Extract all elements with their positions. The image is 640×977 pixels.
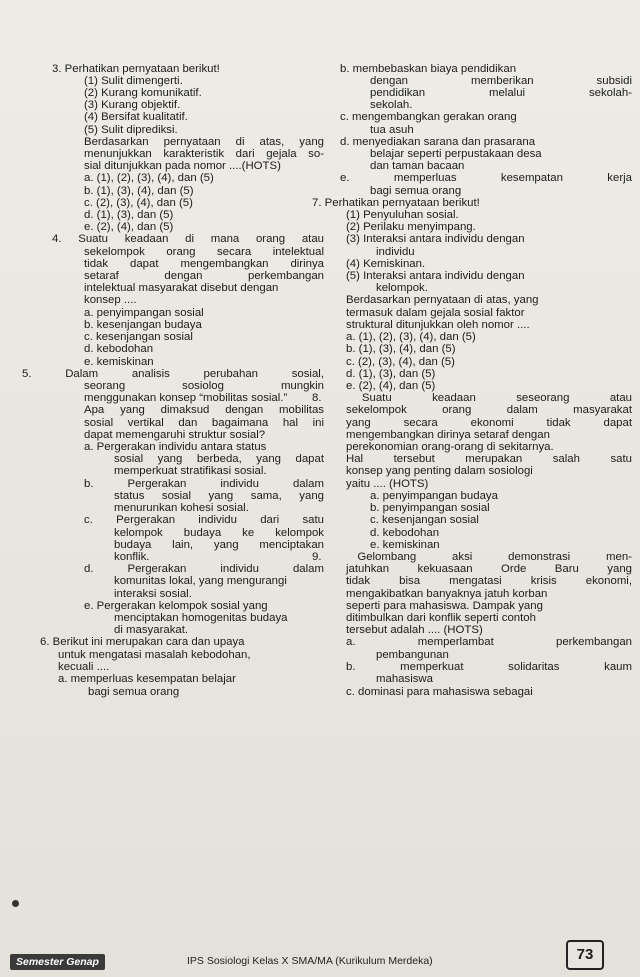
left-column-line: Apa yang dimaksud dengan mobilitas [84, 404, 324, 416]
right-column-line: d. (1), (3), dan (5) [346, 368, 436, 380]
right-column-line: (5) Interaksi antara individu dengan [346, 270, 525, 282]
left-column-line: 5. Dalam analisis perubahan sosial, [22, 368, 324, 380]
right-column-line: belajar seperti perpustakaan desa [370, 148, 542, 160]
right-column-line: pendidikan melalui sekolah- [370, 87, 632, 99]
left-column-line: memperkuat stratifikasi sosial. [114, 465, 267, 477]
right-column-line: c. (2), (3), (4), dan (5) [346, 356, 455, 368]
left-column-line: 6. Berikut ini merupakan cara dan upaya [40, 636, 245, 648]
left-column-line: d. Pergerakan individu dalam [84, 563, 324, 575]
left-column-line: konsep .... [84, 294, 137, 306]
right-column-line: tidak bisa mengatasi krisis ekonomi, [346, 575, 632, 587]
left-column-line: sosial yang berbeda, yang dapat [114, 453, 324, 465]
left-column-line: dapat memengaruhi struktur sosial? [84, 429, 266, 441]
left-column-line: menggunakan konsep “mobilitas sosial.” [84, 392, 288, 404]
right-column-line: b. memperkuat solidaritas kaum [346, 661, 632, 673]
left-column-line: status sosial yang sama, yang [114, 490, 324, 502]
left-column-line: konflik. [114, 551, 150, 563]
right-column-line: struktural ditunjukkan oleh nomor .... [346, 319, 530, 331]
right-column-line: konsep yang penting dalam sosiologi [346, 465, 533, 477]
left-column-line: d. (1), (3), dan (5) [84, 209, 174, 221]
right-column-line: dan taman bacaan [370, 160, 465, 172]
right-column-line: mengembangkan dirinya setaraf dengan [346, 429, 550, 441]
left-column-line: b. (1), (3), (4), dan (5) [84, 185, 194, 197]
right-column-line: c. mengembangkan gerakan orang [340, 111, 517, 123]
right-column-line: c. kesenjangan sosial [370, 514, 479, 526]
page-number: 73 [566, 940, 604, 970]
left-column-line: intelektual masyarakat disebut dengan [84, 282, 279, 294]
semester-badge: Semester Genap [10, 954, 105, 970]
left-column-line: 4. Suatu keadaan di mana orang atau [52, 233, 324, 245]
left-column-line: sial ditunjukkan pada nomor ....(HOTS) [84, 160, 281, 172]
right-column-line: e. memperluas kesempatan kerja [340, 172, 632, 184]
left-column-line: bagi semua orang [88, 686, 180, 698]
left-column-line: untuk mengatasi masalah kebodohan, [58, 649, 251, 661]
right-column-line: bagi semua orang [370, 185, 462, 197]
bullet-dot [12, 900, 19, 907]
left-column-line: d. kebodohan [84, 343, 154, 355]
right-column-line: mengakibatkan banyaknya jatuh korban [346, 588, 548, 600]
right-column-line: 8. Suatu keadaan seseorang atau [312, 392, 632, 404]
left-column-line: (5) Sulit diprediksi. [84, 124, 178, 136]
left-column-line: tidak dapat mengembangkan dirinya [84, 258, 324, 270]
right-column-line: pembangunan [376, 649, 449, 661]
right-column-line: yang secara ekonomi tidak dapat [346, 417, 632, 429]
left-column-line: seorang sosiolog mungkin [84, 380, 324, 392]
left-column-line: di masyarakat. [114, 624, 189, 636]
right-column-line: sekolah. [370, 99, 413, 111]
right-column-line: e. kemiskinan [370, 539, 440, 551]
right-column-line: Hal tersebut merupakan salah satu [346, 453, 632, 465]
left-column-line: b. Pergerakan individu dalam [84, 478, 324, 490]
right-column-line: perekonomian orang-orang di sekitarnya. [346, 441, 554, 453]
left-column-line: menciptakan homogenitas budaya [114, 612, 288, 624]
right-column-line: (4) Kemiskinan. [346, 258, 426, 270]
right-column-line: c. dominasi para mahasiswa sebagai [346, 686, 533, 698]
left-column-line: (4) Bersifat kualitatif. [84, 111, 188, 123]
right-column-line: Berdasarkan pernyataan di atas, yang [346, 294, 539, 306]
right-column-line: sekelompok orang dalam masyarakat [346, 404, 632, 416]
right-column-line: 7. Perhatikan pernyataan berikut! [312, 197, 480, 209]
left-column-line: e. (2), (4), dan (5) [84, 221, 174, 233]
right-column-line: dengan memberikan subsidi [370, 75, 632, 87]
footer-book-title: IPS Sosiologi Kelas X SMA/MA (Kurikulum Merdeka) [187, 955, 433, 967]
right-column-line: a. (1), (2), (3), (4), dan (5) [346, 331, 476, 343]
left-column-line: e. kemiskinan [84, 356, 154, 368]
left-column-line: kecuali .... [58, 661, 110, 673]
left-column-line: Berdasarkan pernyataan di atas, yang [84, 136, 324, 148]
right-column-line: (3) Interaksi antara individu dengan [346, 233, 525, 245]
left-column-line: setaraf dengan perkembangan [84, 270, 324, 282]
left-column-line: c. Pergerakan individu dari satu [84, 514, 324, 526]
right-column-line: (1) Penyuluhan sosial. [346, 209, 459, 221]
left-column-line: (3) Kurang objektif. [84, 99, 181, 111]
left-column-line: sosial vertikal dan bagaimana hal ini [84, 417, 324, 429]
right-column-line: individu [376, 246, 415, 258]
right-column-line: b. membebaskan biaya pendidikan [340, 63, 517, 75]
left-column-line: sekelompok orang secara intelektual [84, 246, 324, 258]
right-column-line: d. menyediakan sarana dan prasarana [340, 136, 536, 148]
left-column-line: a. penyimpangan sosial [84, 307, 204, 319]
right-column-line: a. penyimpangan budaya [370, 490, 498, 502]
right-column-line: b. (1), (3), (4), dan (5) [346, 343, 456, 355]
left-column-line: kelompok budaya ke kelompok [114, 527, 324, 539]
right-column-line: a. memperlambat perkembangan [346, 636, 632, 648]
right-column-line: termasuk dalam gejala sosial faktor [346, 307, 525, 319]
right-column-line: (2) Perilaku menyimpang. [346, 221, 476, 233]
right-column-line: ditimbulkan dari konflik seperti contoh [346, 612, 536, 624]
left-column-line: a. (1), (2), (3), (4), dan (5) [84, 172, 214, 184]
right-column-line: yaitu .... (HOTS) [346, 478, 429, 490]
left-column-line: budaya lain, yang menciptakan [114, 539, 324, 551]
left-column-line: 3. Perhatikan pernyataan berikut! [52, 63, 220, 75]
right-column-line: b. penyimpangan sosial [370, 502, 490, 514]
right-column-line: d. kebodohan [370, 527, 440, 539]
left-column-line: (1) Sulit dimengerti. [84, 75, 183, 87]
left-column-line: a. memperluas kesempatan belajar [58, 673, 236, 685]
right-column-line: kelompok. [376, 282, 428, 294]
left-column-line: b. kesenjangan budaya [84, 319, 202, 331]
left-column-line: interaksi sosial. [114, 588, 192, 600]
right-column-line: e. (2), (4), dan (5) [346, 380, 436, 392]
right-column-line: tua asuh [370, 124, 414, 136]
left-column-line: a. Pergerakan individu antara status [84, 441, 267, 453]
right-column-line: jatuhkan kekuasaan Orde Baru yang [346, 563, 632, 575]
left-column-line: komunitas lokal, yang mengurangi [114, 575, 287, 587]
right-column-line: mahasiswa [376, 673, 433, 685]
left-column-line: menurunkan kohesi sosial. [114, 502, 249, 514]
right-column-line: tersebut adalah .... (HOTS) [346, 624, 483, 636]
left-column-line: c. kesenjangan sosial [84, 331, 193, 343]
right-column-line: 9. Gelombang aksi demonstrasi men- [312, 551, 632, 563]
left-column-line: e. Pergerakan kelompok sosial yang [84, 600, 268, 612]
left-column-line: c. (2), (3), (4), dan (5) [84, 197, 193, 209]
left-column-line: menunjukkan karakteristik dari gejala so- [84, 148, 324, 160]
right-column-line: seperti para mahasiswa. Dampak yang [346, 600, 543, 612]
left-column-line: (2) Kurang komunikatif. [84, 87, 202, 99]
